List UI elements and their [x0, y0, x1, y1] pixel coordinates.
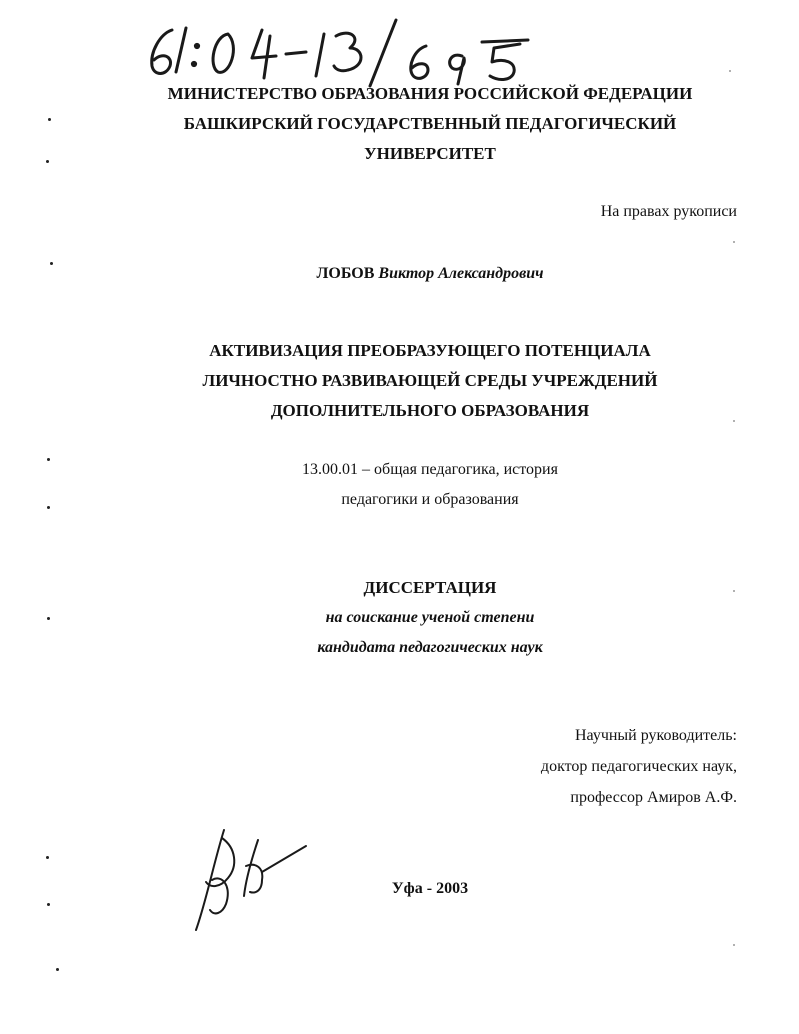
specialty-line-2: педагогики и образования	[341, 491, 519, 508]
work-type-heading: ДИССЕРТАЦИЯ	[363, 578, 497, 597]
manuscript-note: На правах рукописи	[600, 203, 737, 220]
degree-line-2: кандидата педагогических наук	[317, 639, 543, 656]
supervisor-name: профессор Амиров А.Ф.	[570, 789, 737, 806]
scan-speck	[47, 617, 50, 620]
scan-speck	[733, 590, 735, 592]
scan-speck	[50, 262, 53, 265]
university-line-2: УНИВЕРСИТЕТ	[364, 144, 496, 163]
scan-speck	[47, 506, 50, 509]
degree-line-1: на соискание ученой степени	[325, 609, 535, 626]
scan-speck	[733, 944, 735, 946]
author-name	[0, 265, 799, 283]
ministry-line: МИНИСТЕРСТВО ОБРАЗОВАНИЯ РОССИЙСКОЙ ФЕДЕРАЦИИ	[167, 84, 693, 103]
scan-speck	[46, 160, 49, 163]
supervisor-degree: доктор педагогических наук,	[540, 758, 737, 775]
scan-speck	[729, 70, 731, 72]
scan-speck	[733, 241, 735, 243]
city-year: Уфа - 2003	[391, 880, 469, 897]
scan-speck	[733, 420, 735, 422]
scan-speck	[47, 458, 50, 461]
scan-speck	[46, 856, 49, 859]
university-line-1: БАШКИРСКИЙ ГОСУДАРСТВЕННЫЙ ПЕДАГОГИЧЕСКИЙ	[183, 114, 677, 133]
thesis-title-line-3: ДОПОЛНИТЕЛЬНОГО ОБРАЗОВАНИЯ	[270, 401, 590, 420]
thesis-title-line-1: АКТИВИЗАЦИЯ ПРЕОБРАЗУЮЩЕГО ПОТЕНЦИАЛА	[209, 341, 651, 360]
scan-speck	[48, 118, 51, 121]
specialty-line-1: 13.00.01 – общая педагогика, история	[302, 461, 558, 478]
scan-speck	[47, 903, 50, 906]
author-given-names: Виктор Александрович	[378, 265, 544, 282]
scan-speck	[56, 968, 59, 971]
thesis-title-line-2: ЛИЧНОСТНО РАЗВИВАЮЩЕЙ СРЕДЫ УЧРЕЖДЕНИЙ	[202, 371, 658, 390]
supervisor-label: Научный руководитель:	[574, 727, 737, 744]
author-surname: ЛОБОВ	[316, 265, 375, 282]
